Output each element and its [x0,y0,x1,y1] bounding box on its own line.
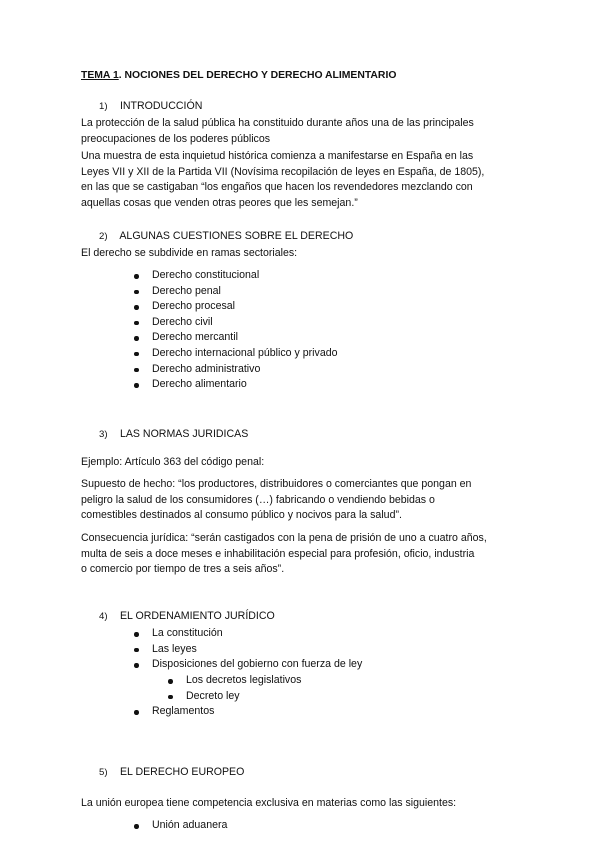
ramas-list [152,268,338,393]
intro-paragraph-1 [81,116,474,147]
text-line: comestibles destinados al consumo público y nocivos para la salud”. [81,509,402,522]
list-item: Derecho mercantil [152,330,338,346]
ejemplo-line: Ejemplo: Artículo 363 del código penal: [81,456,265,468]
europeo-list [152,818,227,834]
section-heading-4 [99,609,275,625]
bullet-icon [134,824,139,829]
bullet-icon [134,383,139,388]
list-item: Reglamentos [152,704,214,720]
section-title: EL ORDENAMIENTO JURÍDICO [119,610,275,622]
list-item: Derecho constitucional [152,268,338,284]
text-line: Una muestra de esta inquietud histórica comienza a manifestarse en España en las [81,150,474,162]
text-line: Consecuencia jurídica: “serán castigados con la pena de prisión de uno a cuatro años, [81,532,487,544]
list-item: Derecho civil [152,315,338,331]
title-prefix: TEMA 1 [81,70,119,81]
text-line: La protección de la salud pública ha constituido durante años una de las principales [81,117,474,129]
bullet-icon [134,352,139,357]
list-item: Disposiciones del gobierno con fuerza de ley [152,657,362,673]
section-number: 3) [99,429,108,440]
intro-paragraph-2 [81,149,484,211]
list-item: Derecho alimentario [152,377,338,393]
section-heading-2 [99,229,353,245]
bullet-icon [134,368,139,373]
list-item: Derecho procesal [152,299,338,315]
section-number: 2) [99,231,108,242]
list-item: Los decretos legislativos [186,673,301,689]
text-line: en las que se castigaban “los engaños que hacen los revendedores mezclando con [81,181,473,194]
bullet-icon [134,710,139,715]
section-heading-1 [99,99,202,115]
document-title [81,68,396,84]
text-line: preocupaciones de los poderes públicos [81,132,271,145]
section-number: 1) [99,101,108,112]
bullet-icon [134,321,139,326]
section-number: 5) [99,767,108,778]
list-item: Decreto ley [186,689,301,705]
text-line: aquellas cosas que venden otras peores que les semejan.” [81,196,358,209]
text-line: multa de seis a doce meses e inhabilitación especial para profesión, oficio, industria [81,547,475,560]
section-title: EL DERECHO EUROPEO [119,766,245,778]
section-title: INTRODUCCIÓN [119,100,203,112]
section-number: 4) [99,611,108,622]
consecuencia-paragraph [81,531,487,578]
section-title: LAS NORMAS JURIDICAS [119,428,249,440]
bullet-icon [134,632,139,637]
list-item: Derecho administrativo [152,362,338,378]
bullet-icon [168,679,173,684]
text-line: Supuesto de hecho: “los productores, distribuidores o comerciantes que pongan en [81,478,472,490]
text-line: o comercio por tiempo de tres a seis años”. [81,563,285,576]
bullet-icon [134,305,139,310]
bullet-icon [134,274,139,279]
europeo-intro: La unión europea tiene competencia exclusiva en materias como las siguientes: [81,797,457,809]
list-item: Derecho penal [152,284,338,300]
supuesto-paragraph [81,477,471,524]
ordenamiento-list-tail [152,704,214,720]
section-heading-3 [99,427,248,443]
list-item: Unión aduanera [152,818,227,834]
section-heading-5 [99,765,244,781]
bullet-icon [134,663,139,668]
text-line: Leyes VII y XII de la Partida VII (Novísima recopilación de leyes en España, de 1805), [81,165,485,178]
bullet-icon [134,336,139,341]
text-line: peligro la salud de los consumidores (…) fabricando o vendiendo bebidas o [81,493,435,506]
ordenamiento-list [152,626,362,673]
list-item: Las leyes [152,642,362,658]
bullet-icon [134,648,139,653]
list-item: Derecho internacional público y privado [152,346,338,362]
bullet-icon [168,695,173,700]
title-rest: . NOCIONES DEL DERECHO Y DERECHO ALIMENTARIO [118,70,397,81]
section-title: ALGUNAS CUESTIONES SOBRE EL DERECHO [119,230,354,242]
list-item: La constitución [152,626,362,642]
ordenamiento-sublist [186,673,301,704]
bullet-icon [134,290,139,295]
derecho-intro: El derecho se subdivide en ramas sectoriales: [81,247,298,259]
